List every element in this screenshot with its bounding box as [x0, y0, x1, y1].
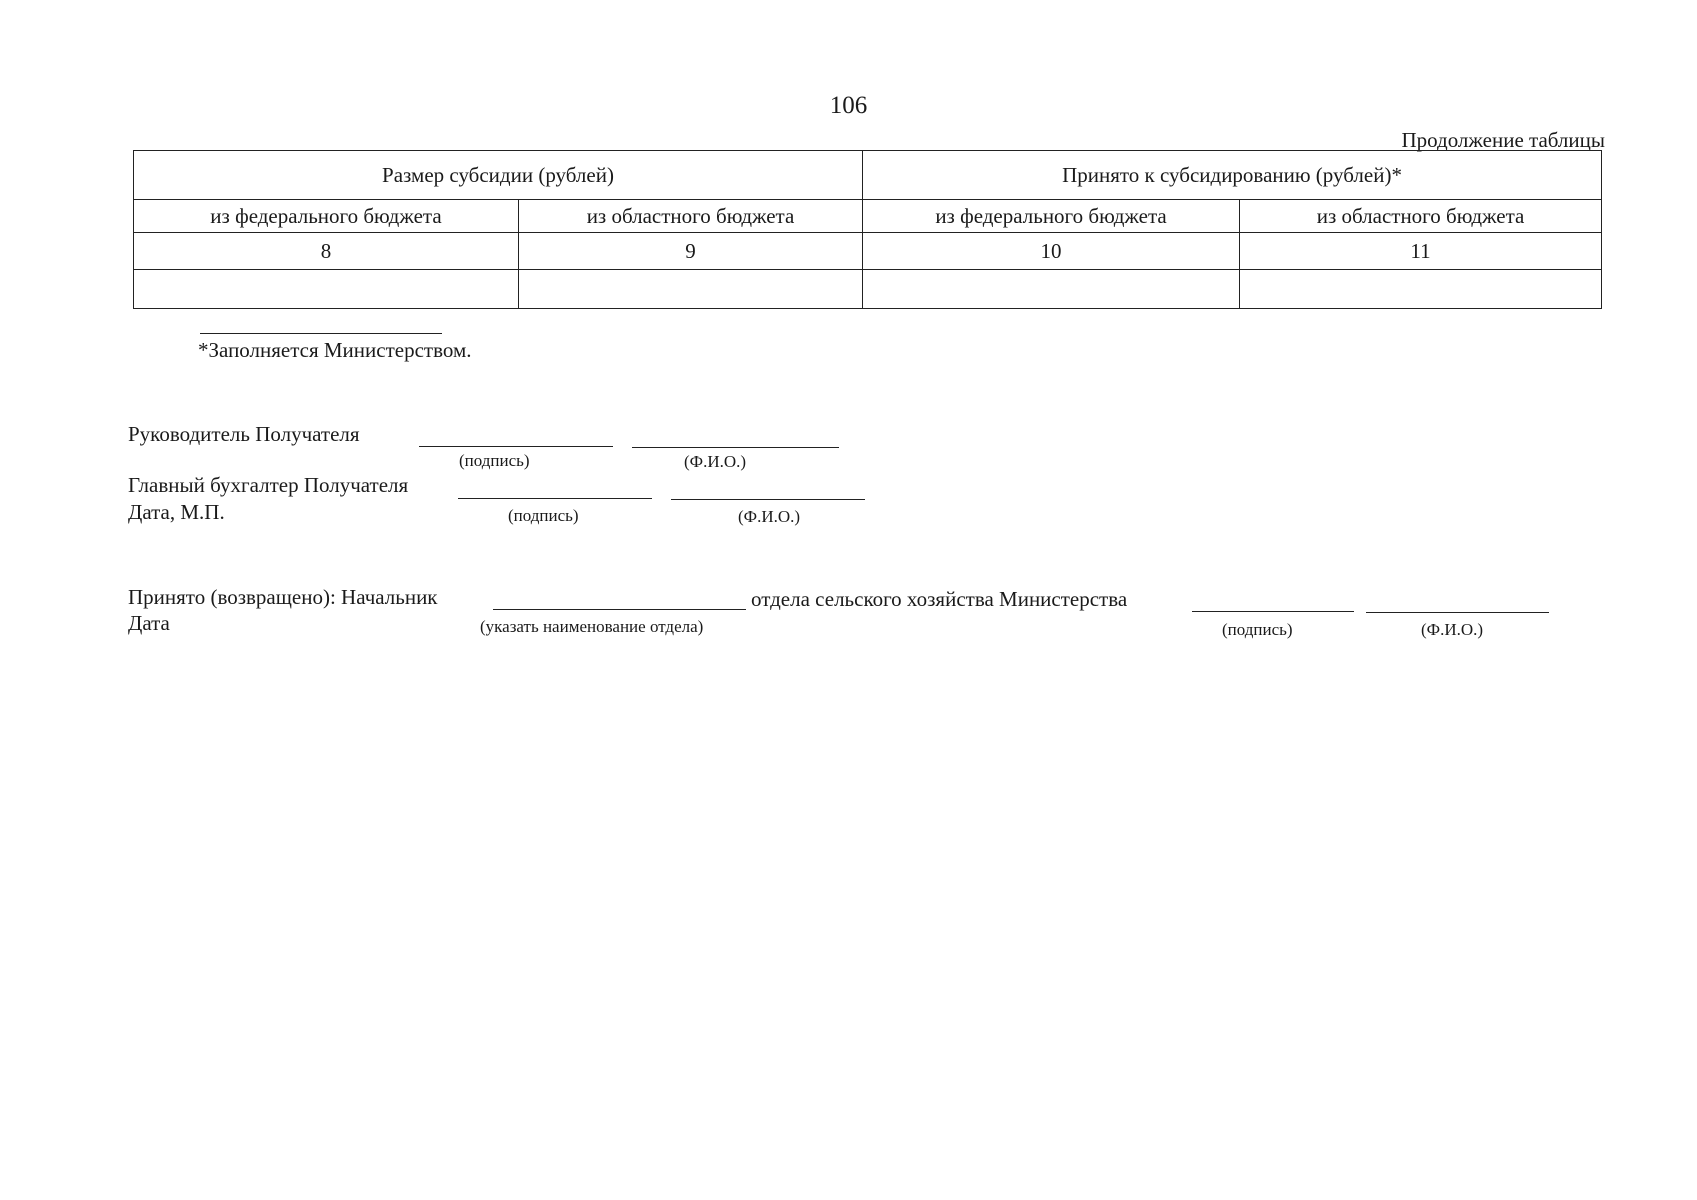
table-row — [134, 270, 1602, 309]
department-text: отдела сельского хозяйства Министерства — [751, 587, 1128, 611]
column-number: 8 — [134, 233, 519, 270]
head-of-recipient-label: Руководитель Получателя — [128, 422, 360, 446]
subheader-federal-budget: из федерального бюджета — [863, 200, 1240, 233]
table-cell[interactable] — [863, 270, 1240, 309]
table-continuation-label: Продолжение таблицы — [1401, 128, 1605, 152]
chief-accountant-label: Главный бухгалтер Получателя — [128, 473, 409, 497]
subsidy-table — [133, 150, 1602, 309]
table-group-header-row — [134, 151, 1602, 200]
acceptance-date-label: Дата — [128, 611, 170, 635]
table-column-number-row — [134, 233, 1602, 270]
accountant-name-caption: (Ф.И.О.) — [738, 507, 801, 526]
column-number: 9 — [519, 233, 863, 270]
table-cell[interactable] — [134, 270, 519, 309]
accountant-signature-line[interactable] — [458, 498, 652, 499]
head-name-caption: (Ф.И.О.) — [684, 452, 747, 471]
footnote-divider — [200, 333, 442, 334]
accountant-name-line[interactable] — [671, 499, 865, 500]
column-number: 10 — [863, 233, 1240, 270]
table-cell[interactable] — [519, 270, 863, 309]
table-cell[interactable] — [1240, 270, 1602, 309]
page-number: 106 — [829, 92, 868, 119]
accountant-signature-caption: (подпись) — [508, 506, 579, 525]
subheader-regional-budget: из областного бюджета — [519, 200, 863, 233]
department-name-line[interactable] — [493, 609, 746, 610]
accepted-returned-label: Принято (возвращено): Начальник — [128, 585, 438, 609]
head-name-line[interactable] — [632, 447, 839, 448]
header-accepted-for-subsidy: Принято к субсидированию (рублей)* — [863, 151, 1602, 200]
acceptance-name-line[interactable] — [1366, 612, 1549, 613]
head-signature-caption: (подпись) — [459, 451, 530, 470]
footnote: *Заполняется Министерством. — [198, 338, 472, 362]
column-number: 11 — [1240, 233, 1602, 270]
acceptance-signature-line[interactable] — [1192, 611, 1354, 612]
acceptance-signature-caption: (подпись) — [1222, 620, 1293, 639]
department-caption: (указать наименование отдела) — [480, 617, 704, 636]
head-signature-line[interactable] — [419, 446, 613, 447]
subheader-federal-budget: из федерального бюджета — [134, 200, 519, 233]
acceptance-name-caption: (Ф.И.О.) — [1421, 620, 1484, 639]
table-sub-header-row — [134, 200, 1602, 233]
date-stamp-label: Дата, М.П. — [128, 500, 225, 524]
subheader-regional-budget: из областного бюджета — [1240, 200, 1602, 233]
header-subsidy-amount: Размер субсидии (рублей) — [134, 151, 863, 200]
